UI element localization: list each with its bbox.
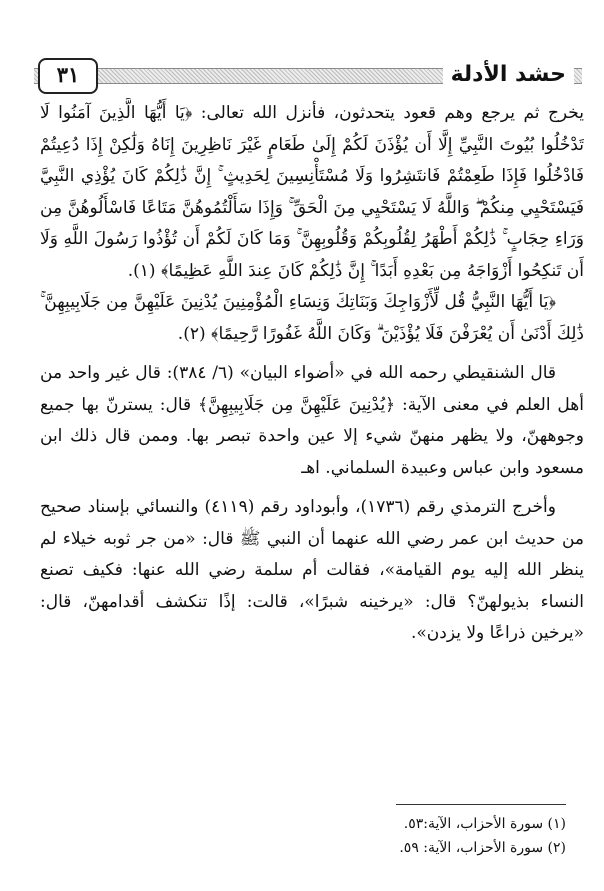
- footnote-divider: [396, 804, 566, 805]
- book-title: حشد الأدلة: [443, 60, 574, 90]
- footnote-2: (٢) سورة الأحزاب، الآية: ٥٩.: [399, 840, 566, 856]
- page-body: [40, 98, 584, 788]
- paragraph-verse-hijab: يخرج ثم يرجع وهم قعود يتحدثون، فأنزل الله تعالى: ﴿يَا أَيُّهَا الَّذِينَ آمَنُوا لَا تَدْخُلُوا بُيُوتَ النَّبِيِّ إِلَّا أَن يُؤْذَنَ لَكُمْ إِلَىٰ طَعَامٍ غَيْرَ نَاظِرِينَ إِنَاهُ وَلَٰكِنْ إِذَا دُعِيتُمْ فَادْخُلُوا فَإِذَا طَعِمْتُمْ فَانتَشِرُوا وَلَا مُسْتَأْنِسِينَ لِحَدِيثٍ ۚ إِنَّ ذَٰلِكُمْ كَانَ يُؤْذِي النَّبِيَّ فَيَسْتَحْيِي مِنكُمْ ۖ وَاللَّهُ لَا يَسْتَحْيِي مِنَ الْحَقِّ ۚ وَإِذَا سَأَلْتُمُوهُنَّ مَتَاعًا فَاسْأَلُوهُنَّ مِن وَرَاءِ حِجَابٍ ۚ ذَٰلِكُمْ أَطْهَرُ لِقُلُوبِكُمْ وَقُلُوبِهِنَّ ۚ وَمَا كَانَ لَكُمْ أَن تُؤْذُوا رَسُولَ اللَّهِ وَلَا أَن تَنكِحُوا أَزْوَاجَهُ مِن بَعْدِهِ أَبَدًا ۚ إِنَّ ذَٰلِكُمْ كَانَ عِندَ اللَّهِ عَظِيمًا﴾ (١).: [40, 103, 584, 281]
- page-header: [34, 58, 582, 92]
- page-number: ٣١: [38, 58, 98, 94]
- footnotes: [300, 812, 566, 860]
- paragraph-verse-jalabib: ﴿يَا أَيُّهَا النَّبِيُّ قُل لِّأَزْوَاجِكَ وَبَنَاتِكَ وَنِسَاءِ الْمُؤْمِنِينَ يُدْنِينَ عَلَيْهِنَّ مِن جَلَابِيبِهِنَّ ۚ ذَٰلِكَ أَدْنَىٰ أَن يُعْرَفْنَ فَلَا يُؤْذَيْنَ ۗ وَكَانَ اللَّهُ غَفُورًا رَّحِيمًا﴾ (٢).: [40, 292, 584, 344]
- footnote-1: (١) سورة الأحزاب، الآية:٥٣.: [403, 816, 566, 832]
- paragraph-shanqiti-quote: قال الشنقيطي رحمه الله في «أضواء البيان» (٦/ ٣٨٤): قال غير واحد من أهل العلم في معنى الآية: ﴿يُدْنِينَ عَلَيْهِنَّ مِن جَلَابِيبِهِنَّ﴾ قال: يسترنّ بها جميع وجوههنّ، ولا يظهر منهنّ شيء إلا عين واحدة تبصر بها. وممن قال ذلك ابن مسعود وابن عباس وعبيدة السلماني. اهـ: [40, 363, 584, 478]
- paragraph-hadith: وأخرج الترمذي رقم (١٧٣٦)، وأبوداود رقم (٤١١٩) والنسائي بإسناد صحيح من حديث ابن عمر رضي الله عنهما أن النبي ﷺ قال: «من جر ثوبه خيلاء لم ينظر الله إليه يوم القيامة»، فقالت أم سلمة رضي الله عنها: فكيف تصنع النساء بذيولهنّ؟ قال: «يرخينه شبرًا»، قالت: إذًا تنكشف أقدامهنّ، قال: «يرخين ذراعًا ولا يزدن».: [40, 497, 584, 643]
